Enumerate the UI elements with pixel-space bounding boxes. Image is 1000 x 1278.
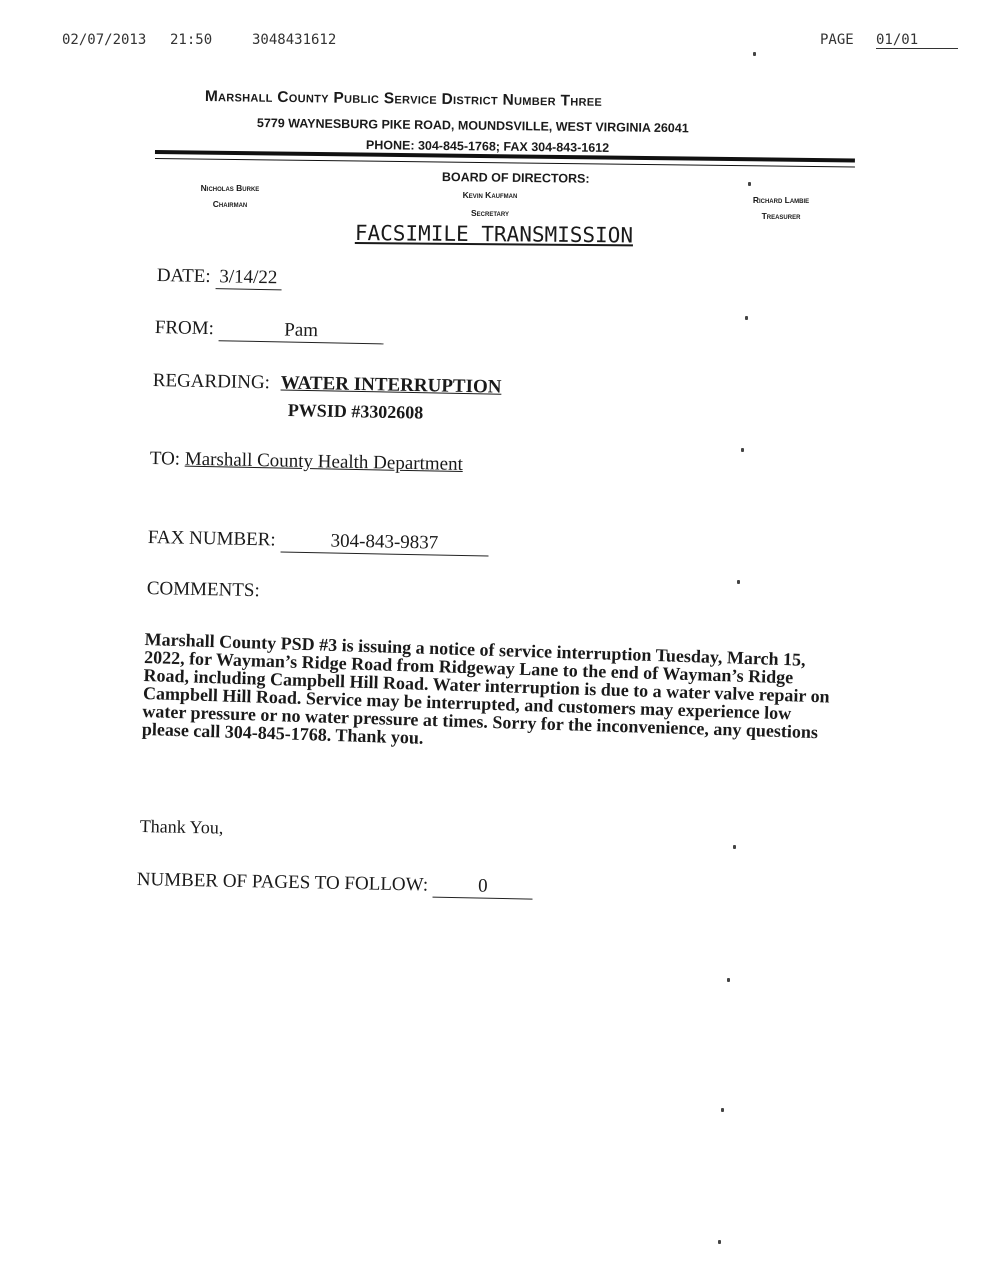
fax-header-time: 21:50 <box>170 32 213 48</box>
org-name: Marshall County Public Service District Number Three <box>204 88 603 110</box>
regarding-label: REGARDING: <box>152 370 271 394</box>
closing: Thank You, <box>139 816 224 838</box>
fax-header-number: 3048431612 <box>252 32 337 48</box>
comments-body: Marshall County PSD #3 is issuing a notice of service interruption Tuesday, March 15, 2022, for Wayman’s Ridge Road from Ridgeway Lane to the end of Wayman’s Ridge Road, including Campbell Hill Road. Water interruption is due to a water valve repair on Campbell Hill Road. Service may be interrupted, and customers may experience low water pressure or no water pressure at times. Sorry for the inconvenience, any questions please call 304-845-1768. Thank you. <box>141 629 830 748</box>
regarding-field <box>153 370 502 399</box>
director-name: Nicholas Burke <box>200 183 260 193</box>
fax-header-date: 02/07/2013 <box>62 32 147 48</box>
director-role: Chairman <box>212 199 248 209</box>
date-field <box>157 265 282 290</box>
director-role: Treasurer <box>761 211 801 221</box>
pages-to-follow-label: NUMBER OF PAGES TO FOLLOW: <box>136 869 429 896</box>
to-label: TO: <box>149 448 181 470</box>
scan-speck <box>745 316 748 320</box>
director-treasurer <box>726 192 836 224</box>
regarding-value: WATER INTERRUPTION <box>280 372 502 398</box>
date-label: DATE: <box>156 265 211 288</box>
board-heading: BOARD OF DIRECTORS: <box>441 170 590 186</box>
to-value: Marshall County Health Department <box>184 448 464 476</box>
from-value: Pam <box>218 318 383 344</box>
director-secretary <box>440 186 540 222</box>
from-label: FROM: <box>154 317 215 340</box>
director-name: Kevin Kaufman <box>462 190 518 200</box>
fax-header-page-label: PAGE <box>820 32 854 48</box>
scan-speck <box>741 448 744 452</box>
date-value: 3/14/22 <box>215 266 281 290</box>
director-chairman <box>180 180 280 212</box>
scan-speck <box>733 845 736 849</box>
from-field <box>155 317 384 344</box>
scan-speck <box>727 978 730 982</box>
org-address: 5779 WAYNESBURG PIKE ROAD, MOUNDSVILLE, WEST VIRGINIA 26041 <box>256 116 689 136</box>
pages-to-follow-value: 0 <box>433 875 533 900</box>
fax-number-label: FAX NUMBER: <box>147 527 276 551</box>
to-field <box>150 448 463 476</box>
scan-speck <box>748 182 751 186</box>
director-role: Secretary <box>470 208 509 218</box>
page-count: 01/01 <box>876 32 919 48</box>
scan-speck <box>718 1240 721 1244</box>
scan-speck <box>721 1108 724 1112</box>
fax-header-page-value <box>876 32 958 49</box>
fax-number-value: 304-843-9837 <box>280 530 488 557</box>
regarding-sub: PWSID #3302608 <box>287 400 424 423</box>
org-phone-fax: PHONE: 304-845-1768; FAX 304-843-1612 <box>365 138 610 155</box>
fax-number-field <box>148 527 489 557</box>
document-title: FACSIMILE TRANSMISSION <box>354 221 634 248</box>
scan-speck <box>737 580 740 584</box>
comments-label: COMMENTS: <box>146 578 260 602</box>
director-name: Richard Lambie <box>752 195 810 205</box>
scan-speck <box>753 52 756 56</box>
pages-to-follow-field <box>137 869 534 900</box>
